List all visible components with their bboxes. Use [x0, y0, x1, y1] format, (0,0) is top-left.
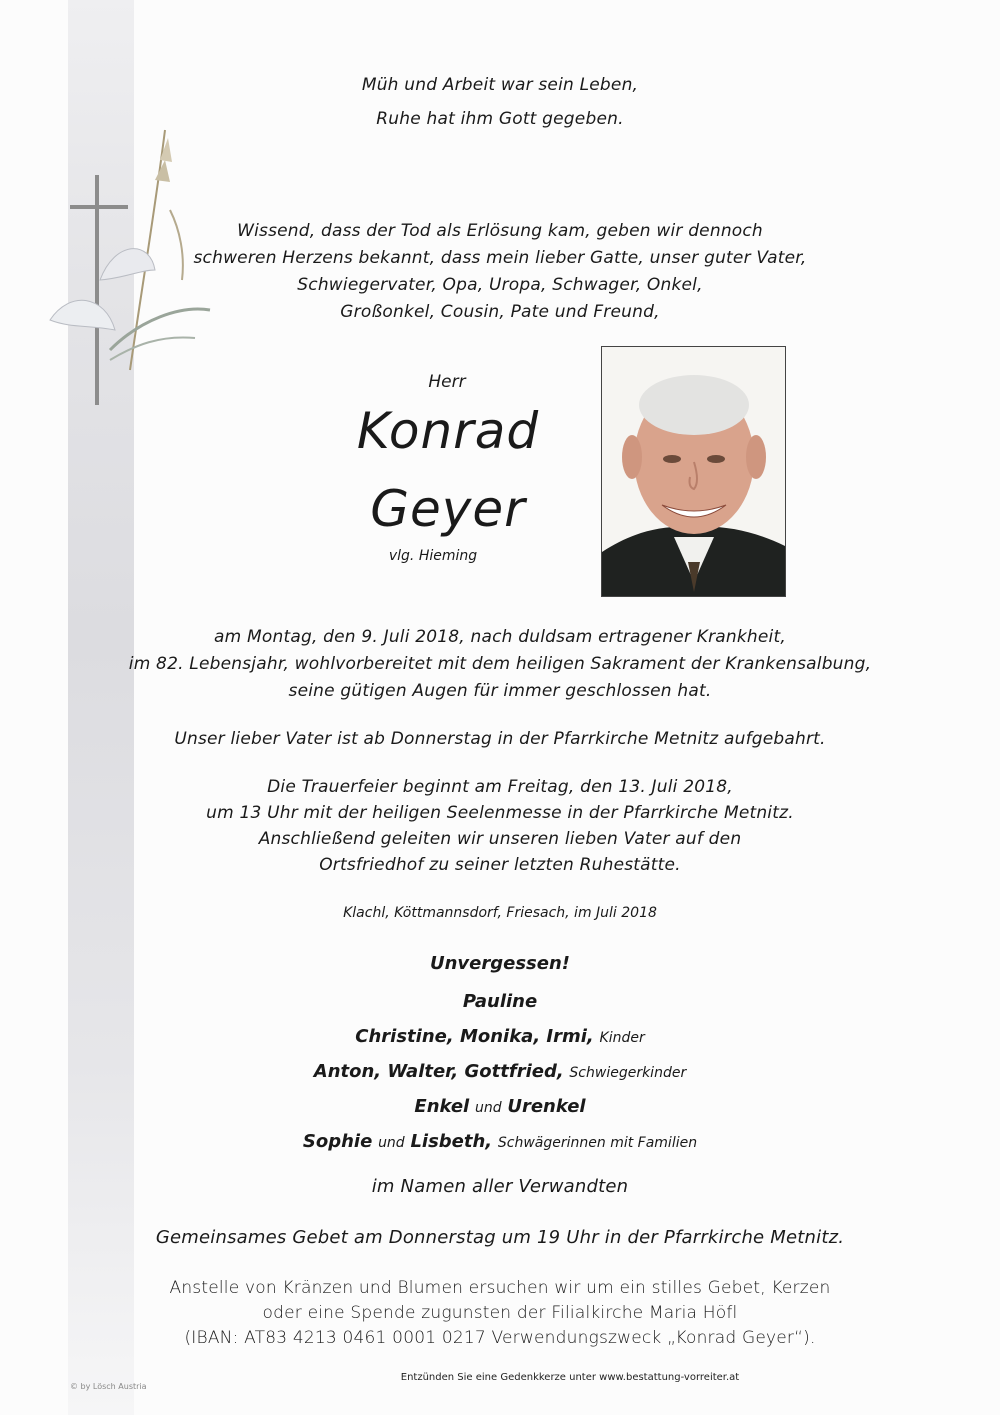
- place-date: Klachl, Köttmannsdorf, Friesach, im Juli 2018: [343, 905, 657, 921]
- motto-line-1: Müh und Arbeit war sein Leben,: [361, 75, 639, 95]
- mourner-children: [0, 1019, 1000, 1056]
- funeral-line-1: Die Trauerfeier beginnt am Freitag, den 13. Juli 2018,: [267, 777, 733, 797]
- funeral-line-2: um 13 Uhr mit der heiligen Seelenmesse in der Pfarrkirche Metnitz.: [206, 803, 794, 823]
- death-line-1: am Montag, den 9. Juli 2018, nach duldsam ertragener Krankheit,: [214, 627, 786, 647]
- great-grandchildren-label: Urenkel: [507, 1096, 586, 1117]
- in-laws-names: Anton, Walter, Gottfried,: [313, 1061, 564, 1082]
- prayer-notice: Gemeinsames Gebet am Donnerstag um 19 Uhr in der Pfarrkirche Metnitz.: [155, 1227, 845, 1248]
- portrait-photo: [601, 346, 786, 597]
- intro-line-1: Wissend, dass der Tod als Erlösung kam, geben wir dennoch: [237, 221, 763, 241]
- mourner-in-laws: [0, 1054, 1000, 1091]
- intro-line-4: Großonkel, Cousin, Pate und Freund,: [340, 302, 660, 322]
- sister-in-law-2: Lisbeth,: [410, 1131, 493, 1152]
- donation-line-3: (IBAN: AT83 4213 0461 0001 0217 Verwendungszweck „Konrad Geyer“).: [184, 1328, 816, 1348]
- mourner-spouse: Pauline: [462, 991, 538, 1012]
- salutation: Herr: [428, 372, 466, 392]
- sisters-in-law-label: Schwägerinnen mit Familien: [497, 1135, 698, 1151]
- copyright: © by Lösch Austria: [70, 1382, 147, 1391]
- sister-in-law-1: Sophie: [302, 1131, 373, 1152]
- funeral-line-3: Anschließend geleiten wir unseren lieben Vater auf den: [258, 829, 742, 849]
- death-line-3: seine gütigen Augen für immer geschlossen hat.: [288, 681, 712, 701]
- last-name: Geyer: [370, 480, 526, 538]
- vulgo-name: vlg. Hieming: [388, 548, 478, 564]
- lying-in-state: Unser lieber Vater ist ab Donnerstag in der Pfarrkirche Metnitz aufgebahrt.: [174, 729, 826, 749]
- children-label: Kinder: [599, 1030, 645, 1046]
- mourner-sisters-in-law: [0, 1124, 1000, 1161]
- mourners-heading: Unvergessen!: [429, 953, 570, 974]
- in-laws-label: Schwiegerkinder: [569, 1065, 687, 1081]
- relatives: im Namen aller Verwandten: [371, 1176, 629, 1197]
- and-word: und: [474, 1100, 502, 1116]
- children-names: Christine, Monika, Irmi,: [355, 1026, 594, 1047]
- first-name: Konrad: [356, 402, 540, 460]
- intro-line-2: schweren Herzens bekannt, dass mein lieber Gatte, unser guter Vater,: [193, 248, 807, 268]
- grandchildren-label: Enkel: [414, 1096, 470, 1117]
- intro-line-3: Schwiegervater, Opa, Uropa, Schwager, Onkel,: [297, 275, 703, 295]
- death-line-2: im 82. Lebensjahr, wohlvorbereitet mit dem heiligen Sakrament der Krankensalbung,: [128, 654, 872, 674]
- donation-line-2: oder eine Spende zugunsten der Filialkirche Maria Höfl: [262, 1303, 738, 1323]
- mourner-grandchildren: [0, 1089, 1000, 1126]
- motto-line-2: Ruhe hat ihm Gott gegeben.: [376, 109, 624, 129]
- funeral-line-4: Ortsfriedhof zu seiner letzten Ruhestätte.: [319, 855, 681, 875]
- and-word-2: und: [378, 1135, 405, 1151]
- donation-line-1: Anstelle von Kränzen und Blumen ersuchen wir um ein stilles Gebet, Kerzen: [169, 1278, 831, 1298]
- footer-candle-link[interactable]: Entzünden Sie eine Gedenkkerze unter www.bestattung-vorreiter.at: [400, 1372, 740, 1383]
